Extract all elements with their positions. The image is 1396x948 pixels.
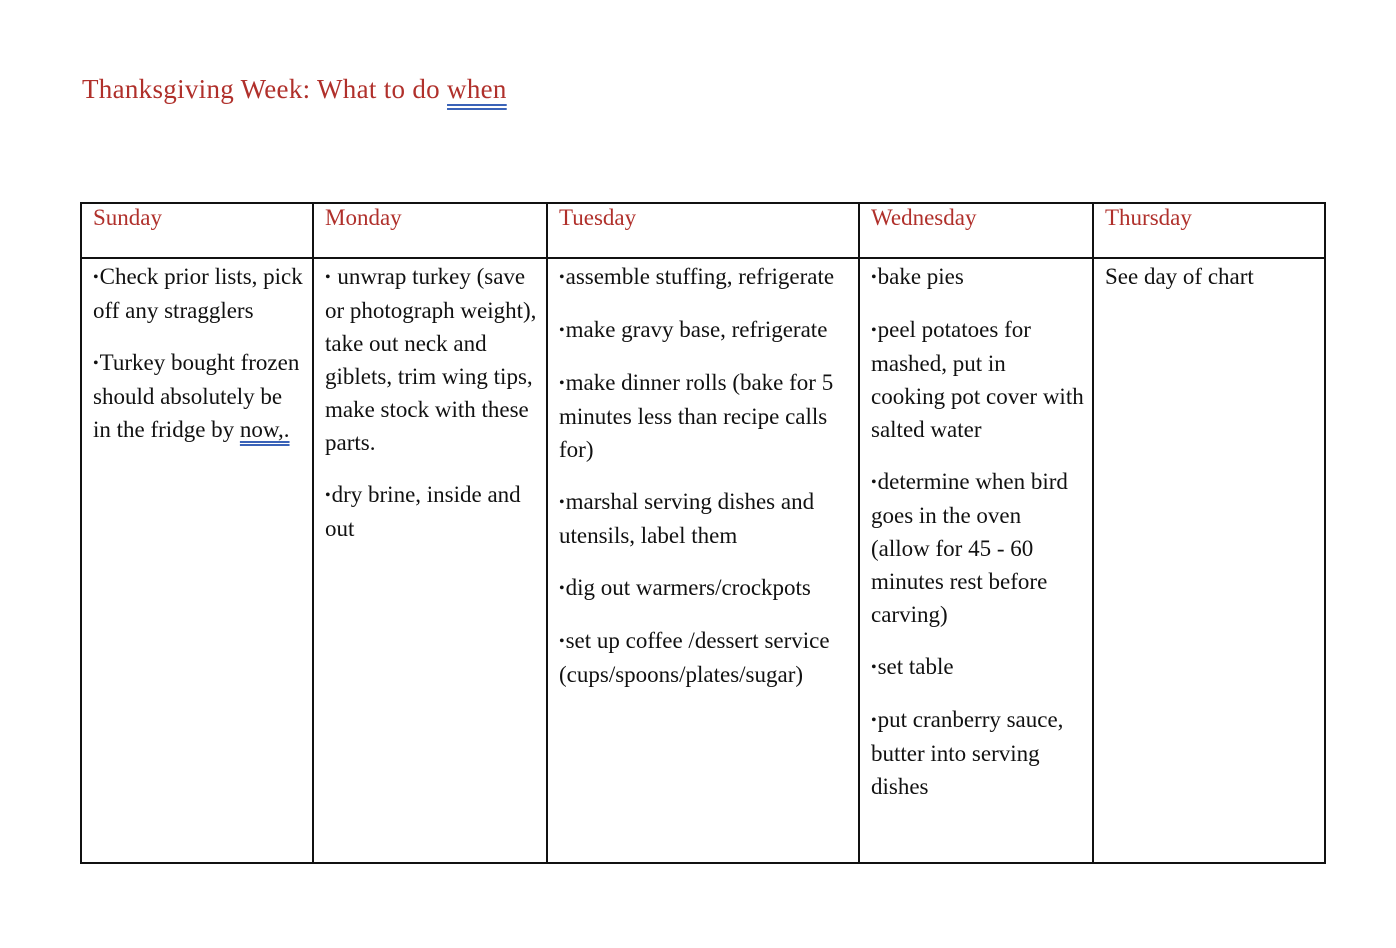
task-item [93, 346, 304, 446]
task-text: See day of chart [1105, 264, 1254, 289]
task-item [325, 260, 538, 459]
task-text: peel potatoes for mashed, put in cooking pot cover with salted water [871, 317, 1084, 442]
bullet-icon: • [325, 269, 331, 286]
task-item [871, 260, 1084, 294]
task-text: set table [877, 654, 954, 679]
bullet-icon: • [871, 474, 877, 491]
bullet-icon: • [871, 712, 877, 729]
task-text: Turkey bought frozen should absolutely be in the fridge by [93, 350, 300, 442]
cell-thursday [1093, 258, 1325, 863]
weekly-plan-table [80, 202, 1326, 864]
task-text: assemble stuffing, refrigerate [565, 264, 835, 289]
task-text: determine when bird goes in the oven (allow for 45 - 60 minutes rest before carving) [871, 469, 1068, 627]
task-text-underlined: now,. [239, 417, 290, 442]
task-text: put cranberry sauce, butter into serving dishes [871, 707, 1064, 799]
tasks-row [81, 258, 1325, 863]
task-item [559, 260, 850, 294]
bullet-icon: • [559, 375, 565, 392]
task-text: set up coffee /dessert service (cups/spoons/plates/sugar) [559, 628, 830, 687]
task-item [1105, 260, 1316, 293]
document-title [82, 74, 507, 105]
title-text: Thanksgiving Week: What to do [82, 74, 448, 104]
task-item [559, 485, 850, 552]
task-item [871, 650, 1084, 684]
task-item [325, 478, 538, 545]
bullet-icon: • [559, 322, 565, 339]
task-item [559, 624, 850, 691]
task-text: marshal serving dishes and utensils, label them [559, 489, 815, 548]
cell-sunday [81, 258, 313, 863]
task-item [871, 465, 1084, 631]
header-tuesday: Tuesday [547, 203, 859, 258]
bullet-icon: • [871, 659, 877, 676]
header-thursday: Thursday [1093, 203, 1325, 258]
bullet-icon: • [871, 269, 877, 286]
header-sunday: Sunday [81, 203, 313, 258]
bullet-icon: • [93, 269, 99, 286]
task-item [559, 366, 850, 466]
task-text: Check prior lists, pick off any stragglers [93, 264, 303, 323]
bullet-icon: • [871, 322, 877, 339]
header-row [81, 203, 1325, 258]
task-text: make gravy base, refrigerate [565, 317, 828, 342]
header-monday: Monday [313, 203, 547, 258]
cell-tuesday [547, 258, 859, 863]
task-item [559, 313, 850, 347]
title-underlined-word: when [447, 74, 507, 104]
bullet-icon: • [559, 269, 565, 286]
cell-wednesday [859, 258, 1093, 863]
cell-monday [313, 258, 547, 863]
task-text: unwrap turkey (save or photograph weight), take out neck and giblets, trim wing tips, make stock with these parts. [325, 264, 537, 455]
bullet-icon: • [93, 355, 99, 372]
task-text: dig out warmers/crockpots [565, 575, 811, 600]
bullet-icon: • [559, 580, 565, 597]
bullet-icon: • [559, 633, 565, 650]
task-item [871, 313, 1084, 446]
header-wednesday: Wednesday [859, 203, 1093, 258]
bullet-icon: • [559, 494, 565, 511]
task-text: dry brine, inside and out [325, 482, 521, 541]
task-item [871, 703, 1084, 803]
task-item [559, 571, 850, 605]
task-text: bake pies [877, 264, 964, 289]
task-item [93, 260, 304, 327]
bullet-icon: • [325, 487, 331, 504]
task-text: make dinner rolls (bake for 5 minutes less than recipe calls for) [559, 370, 834, 462]
